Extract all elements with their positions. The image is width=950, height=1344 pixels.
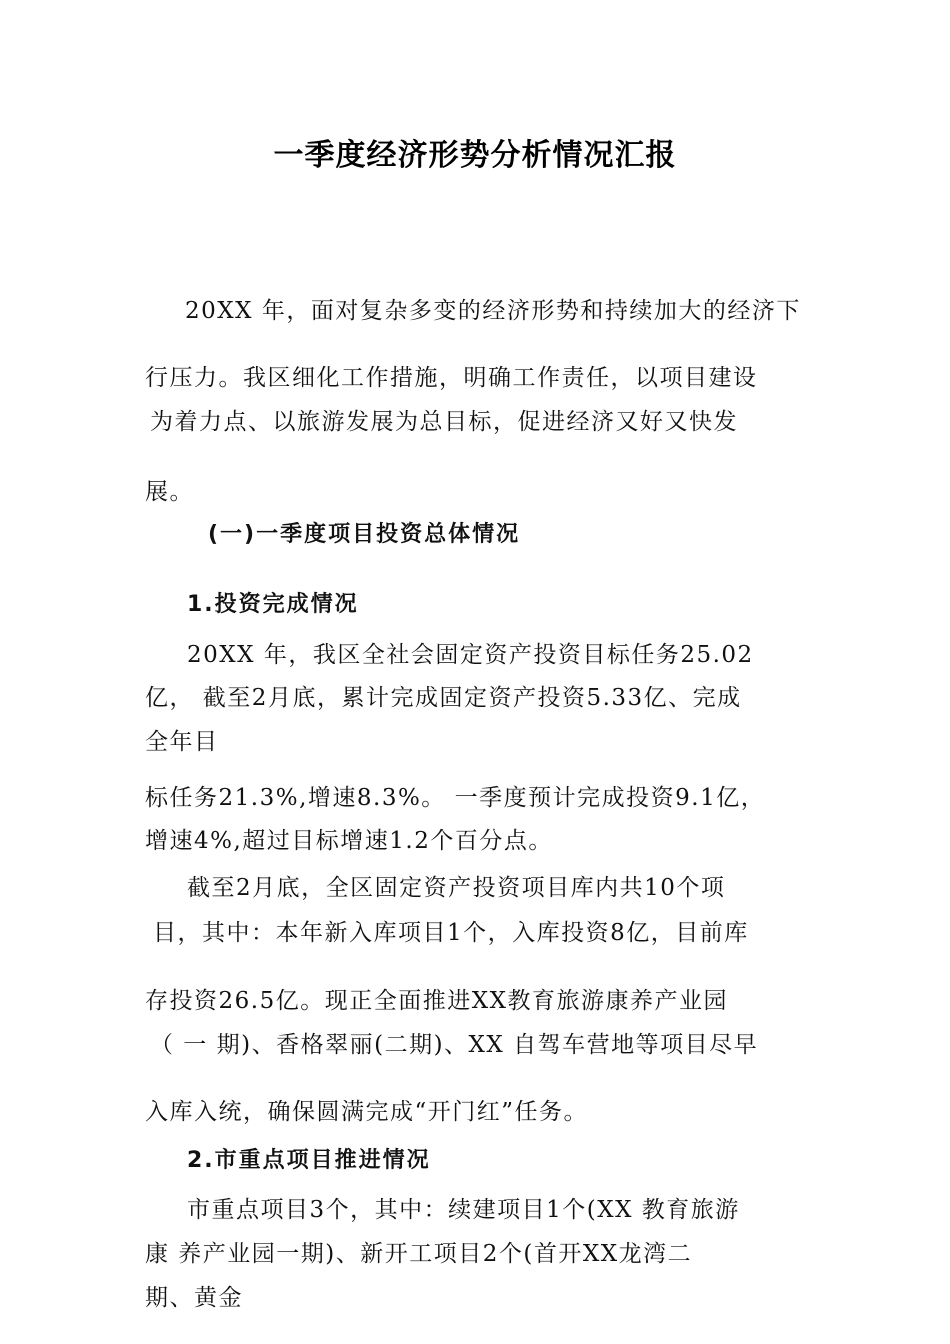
- paragraph-line: 期、黄金: [145, 1285, 243, 1311]
- paragraph-line: 亿， 截至2月底，累计完成固定资产投资5.33亿、完成: [145, 685, 742, 711]
- subsection-heading: 2.市重点项目推进情况: [187, 1148, 431, 1173]
- paragraph-line: 市重点项目3个，其中：续建项目1个(XX 教育旅游: [187, 1197, 740, 1223]
- paragraph-line: 行压力。我区细化工作措施，明确工作责任，以项目建设: [145, 365, 758, 391]
- paragraph-line: 20XX 年，我区全社会固定资产投资目标任务25.02: [187, 642, 754, 668]
- paragraph-line: 标任务21.3%,增速8.3%。 一季度预计完成投资9.1亿，: [145, 785, 766, 811]
- paragraph-line: 展。: [145, 479, 194, 505]
- subsection-heading: 1.投资完成情况: [187, 592, 359, 617]
- paragraph-line: 为着力点、以旅游发展为总目标，促进经济又好又快发: [150, 409, 738, 435]
- document-title: 一季度经济形势分析情况汇报: [273, 138, 677, 173]
- paragraph-line: 增速4%,超过目标增速1.2个百分点。: [145, 828, 553, 854]
- paragraph-line: 目，其中：本年新入库项目1个，入库投资8亿，目前库: [153, 920, 749, 946]
- paragraph-line: 全年目: [145, 729, 219, 755]
- paragraph-line: 存投资26.5亿。现正全面推进XX教育旅游康养产业园: [145, 988, 728, 1014]
- paragraph-line: 截至2月底，全区固定资产投资项目库内共10个项: [187, 875, 726, 901]
- section-heading: (一)一季度项目投资总体情况: [208, 522, 521, 547]
- paragraph-line: 20XX 年，面对复杂多变的经济形势和持续加大的经济下: [185, 298, 801, 324]
- paragraph-line: 入库入统，确保圆满完成“开门红”任务。: [145, 1099, 589, 1125]
- paragraph-line: 康 养产业园一期)、新开工项目2个(首开XX龙湾二: [145, 1241, 693, 1267]
- paragraph-line: （ 一 期)、香格翠丽(二期)、XX 自驾车营地等项目尽早: [150, 1032, 759, 1058]
